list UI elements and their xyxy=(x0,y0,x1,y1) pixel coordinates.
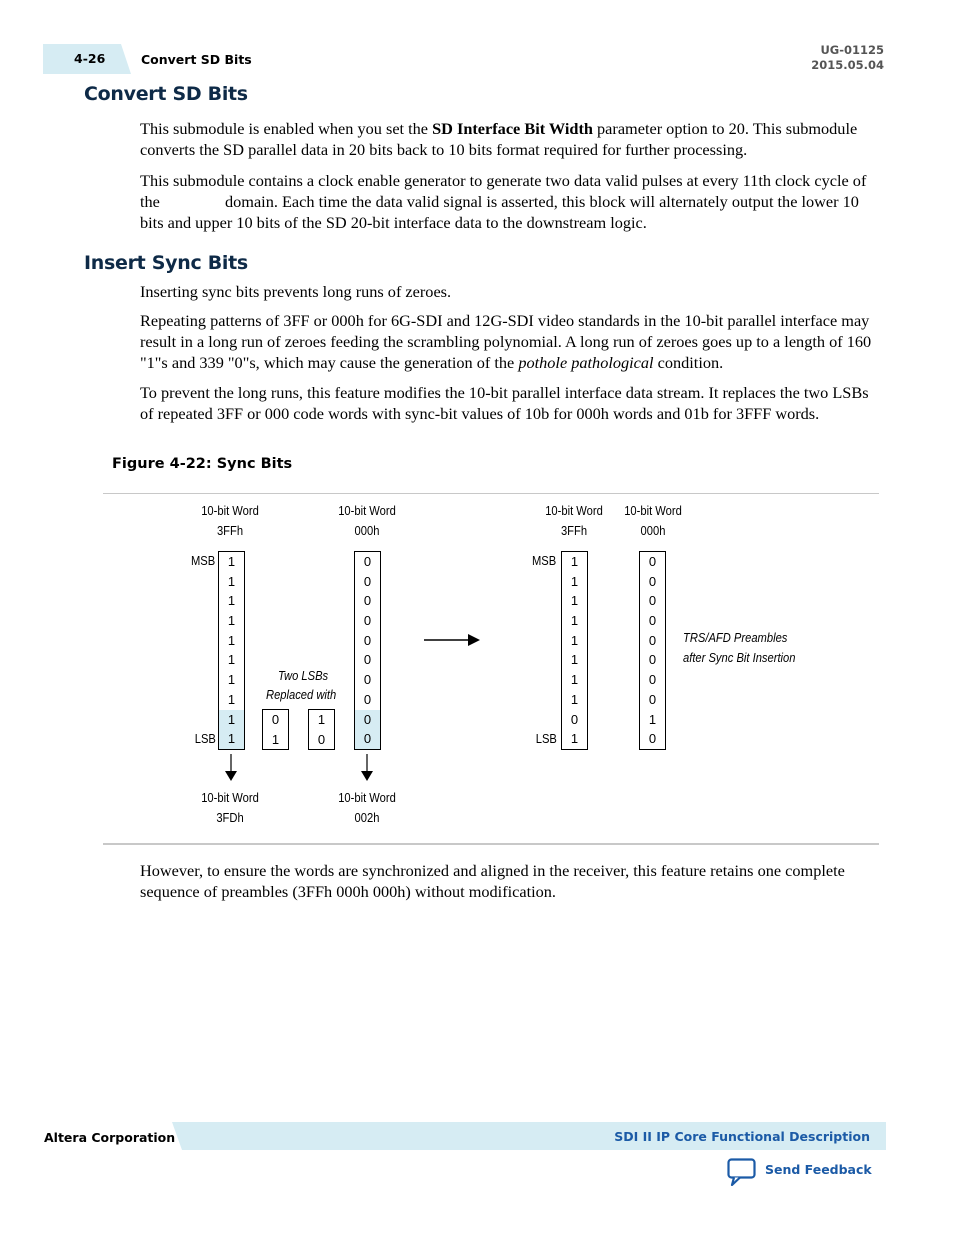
replaced-with-label: Replaced with xyxy=(266,687,337,702)
bit-cell: 0 xyxy=(648,573,657,589)
bit-cell: 0 xyxy=(648,731,657,747)
bit-cell: 0 xyxy=(363,691,372,707)
down-arrow-3ff xyxy=(225,754,237,781)
bit-cell: 1 xyxy=(219,729,244,749)
bit-cell: 1 xyxy=(570,632,579,648)
bit-cell: 1 xyxy=(227,593,236,609)
bit-cell: 0 xyxy=(363,573,372,589)
bit-cell: 0 xyxy=(363,593,372,609)
bit-cell: 1 xyxy=(227,652,236,668)
bit-cell: 1 xyxy=(227,613,236,629)
italic-term: pothole pathological xyxy=(518,353,654,372)
send-feedback-link[interactable]: Send Feedback xyxy=(765,1162,872,1177)
bit-cell: 0 xyxy=(363,554,372,569)
label: 3FFh xyxy=(560,523,588,538)
word-label-002 xyxy=(333,788,402,828)
down-arrow-000 xyxy=(361,754,373,781)
text: This submodule is enabled when you set the xyxy=(140,119,433,138)
doc-date: 2015.05.04 xyxy=(811,58,884,72)
bit-cell: 1 xyxy=(570,731,579,747)
label: 3FDh xyxy=(216,810,244,825)
bit-cell: 1 xyxy=(317,712,326,727)
bit-cell: 0 xyxy=(648,554,657,569)
feedback-icon[interactable] xyxy=(727,1158,757,1186)
bit-cell: 1 xyxy=(570,593,579,609)
bit-cell: 1 xyxy=(570,652,579,668)
bit-cell: 0 xyxy=(648,632,657,648)
bit-cell: 0 xyxy=(317,731,326,747)
label: 10-bit Word xyxy=(201,790,259,805)
two-lsbs-label: Two LSBs xyxy=(278,668,329,683)
text: condition. xyxy=(653,353,724,372)
doc-id: UG-01125 xyxy=(820,43,884,57)
label: 000h xyxy=(354,523,380,538)
bit-cell: 1 xyxy=(227,691,236,707)
bit-cell: 1 xyxy=(570,672,579,688)
msb-label: MSB xyxy=(190,553,216,568)
label: 10-bit Word xyxy=(624,503,682,518)
bit-cell: 0 xyxy=(363,613,372,629)
text: parameter option to 20. This submodule converts the SD parallel data in 20 bits back to 10 bits format required for further processing. xyxy=(140,119,858,159)
label: 10-bit Word xyxy=(338,503,396,518)
preamble-note: TRS/AFD Preambles xyxy=(683,630,788,645)
figure-caption: Figure 4-22: Sync Bits xyxy=(112,456,293,472)
right-arrow xyxy=(424,634,480,646)
bit-cell: 0 xyxy=(648,672,657,688)
bit-cell: 0 xyxy=(648,652,657,668)
bit-cell: 1 xyxy=(648,711,657,727)
running-header: Convert SD Bits xyxy=(141,52,252,67)
label: 10-bit Word xyxy=(201,503,259,518)
footer-company: Altera Corporation xyxy=(44,1130,176,1145)
figure-bottom-rule xyxy=(103,843,879,845)
label: 000h xyxy=(640,523,666,538)
bit-cell: 0 xyxy=(363,632,372,648)
bit-cell: 1 xyxy=(570,691,579,707)
label: 002h xyxy=(354,810,380,825)
bit-cell: 1 xyxy=(570,573,579,589)
preamble-note: after Sync Bit Insertion xyxy=(683,650,796,665)
paragraph: However, to ensure the words are synchronized and aligned in the receiver, this feature retains one complete sequence of preambles (3FFh 000h 000h) without modification. xyxy=(140,861,845,901)
bit-cell: 0 xyxy=(648,593,657,609)
lsb-label: LSB xyxy=(194,731,216,746)
section-title-convert-sd-bits: Convert SD Bits xyxy=(84,83,248,105)
paragraph: This submodule contains a clock enable generator to generate two data valid pulses at every 11th clock cycle of the domain. Each time the data valid signal is asserted, this block will alternately output the lower 10 bits and upper 10 bits of the SD 20-bit interface data to the downstream logic. xyxy=(140,171,871,232)
bit-cell: 0 xyxy=(363,672,372,688)
bit-cell: 1 xyxy=(227,554,236,569)
bit-cell: 0 xyxy=(271,712,280,727)
bit-cell: 1 xyxy=(227,672,236,688)
section-title-insert-sync-bits: Insert Sync Bits xyxy=(84,252,248,274)
bit-cell: 0 xyxy=(648,613,657,629)
bit-cell: 0 xyxy=(570,711,579,727)
bit-cell: 1 xyxy=(227,632,236,648)
bit-cell: 1 xyxy=(227,573,236,589)
page-number: 4-26 xyxy=(74,51,106,66)
msb-label: MSB xyxy=(531,553,557,568)
bit-cell: 1 xyxy=(271,731,280,747)
paragraph: Inserting sync bits prevents long runs of zeroes. xyxy=(140,282,452,301)
word-label-3fd xyxy=(196,788,265,828)
label: 10-bit Word xyxy=(338,790,396,805)
label: 3FFh xyxy=(216,523,244,538)
bit-cell: 0 xyxy=(355,729,380,749)
bit-cell: 1 xyxy=(570,613,579,629)
bit-cell: 0 xyxy=(355,710,380,730)
text: Repeating patterns of 3FF or 000h for 6G-SDI and 12G-SDI video standards in the 10-bit parallel interface may result in a long run of zeroes feeding the scrambling polynomial. A long run of zeroes goes up to a length of 160 "1"s and 339 "0"s, which may cause the generation of the xyxy=(140,311,872,372)
paragraph: To prevent the long runs, this feature modifies the 10-bit parallel interface data stream. It replaces the two LSBs of repeated 3FF or 000 code words with sync-bit values of 10b for 000h words and 01b for 3FFF words. xyxy=(140,383,869,423)
lsb-label: LSB xyxy=(535,731,557,746)
footer-chapter-title: SDI II IP Core Functional Description xyxy=(614,1129,870,1144)
bold-term: SD Interface Bit Width xyxy=(432,119,593,138)
bit-cell: 1 xyxy=(570,554,579,569)
bit-cell: 0 xyxy=(648,691,657,707)
label: 10-bit Word xyxy=(545,503,603,518)
bit-cell: 0 xyxy=(363,652,372,668)
bit-cell: 1 xyxy=(219,710,244,730)
